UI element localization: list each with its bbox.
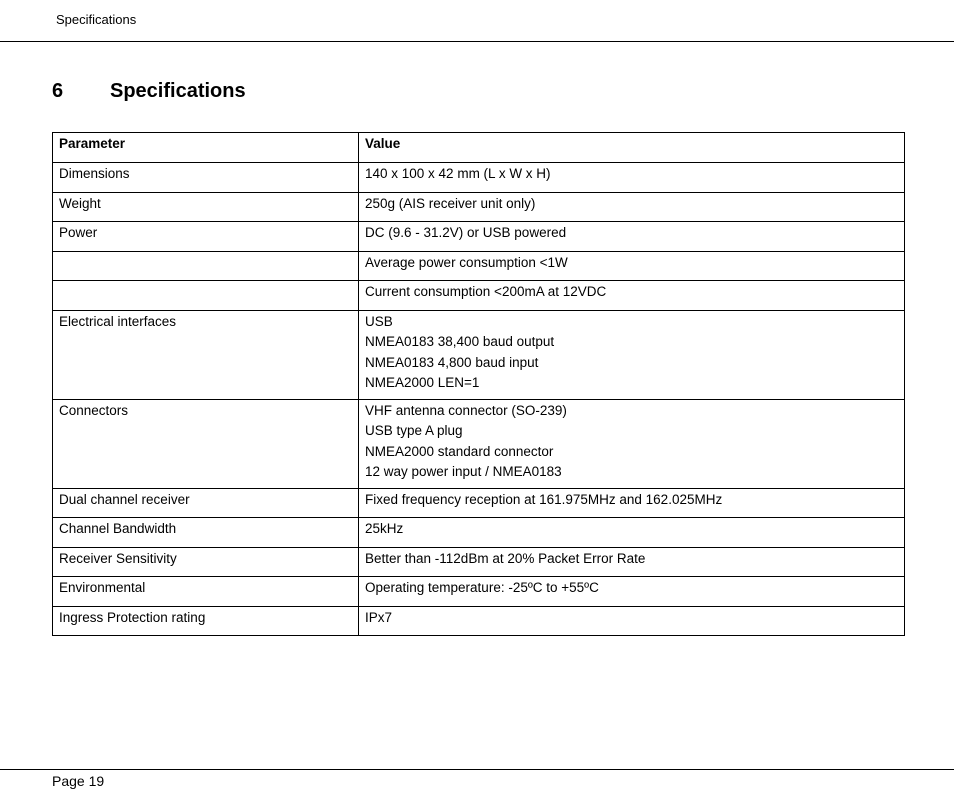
value-line: Fixed frequency reception at 161.975MHz and 162.025MHz bbox=[365, 491, 723, 507]
parameter-cell: Environmental bbox=[53, 577, 359, 607]
value-line: Current consumption <200mA at 12VDC bbox=[365, 284, 607, 299]
value-cell bbox=[359, 310, 905, 399]
value-cell bbox=[359, 518, 905, 548]
table-row bbox=[53, 222, 905, 252]
parameter-cell: Dimensions bbox=[53, 163, 359, 193]
parameter-cell bbox=[53, 251, 359, 281]
parameter-cell: Connectors bbox=[53, 399, 359, 488]
table-row bbox=[53, 310, 905, 399]
section-number: 6 bbox=[52, 80, 64, 102]
table-row bbox=[53, 281, 905, 311]
value-line: DC (9.6 - 31.2V) or USB powered bbox=[365, 225, 567, 240]
parameter-cell: Weight bbox=[53, 192, 359, 222]
table-row bbox=[53, 488, 905, 518]
table-row bbox=[53, 577, 905, 607]
table-row bbox=[53, 547, 905, 577]
value-line: USB bbox=[365, 313, 393, 329]
table-header-row bbox=[53, 133, 905, 163]
value-cell bbox=[359, 488, 905, 518]
table-row bbox=[53, 518, 905, 548]
value-line: NMEA2000 LEN=1 bbox=[365, 375, 480, 390]
value-line: Better than -112dBm at 20% Packet Error Rate bbox=[365, 550, 646, 566]
table-row bbox=[53, 399, 905, 488]
parameter-cell: Power bbox=[53, 222, 359, 252]
footer-divider bbox=[0, 769, 954, 770]
value-cell bbox=[359, 399, 905, 488]
value-line: NMEA0183 38,400 baud output bbox=[365, 334, 555, 349]
value-line: NMEA0183 4,800 baud input bbox=[365, 354, 539, 370]
value-line: Operating temperature: -25ºC to +55ºC bbox=[365, 580, 599, 595]
value-line: Average power consumption <1W bbox=[365, 254, 568, 270]
parameter-cell: Ingress Protection rating bbox=[53, 606, 359, 636]
parameter-cell: Electrical interfaces bbox=[53, 310, 359, 399]
section-title: Specifications bbox=[110, 80, 246, 102]
value-line: 25kHz bbox=[365, 521, 404, 536]
section-heading bbox=[52, 80, 246, 103]
column-header-parameter: Parameter bbox=[53, 133, 359, 163]
value-cell bbox=[359, 222, 905, 252]
value-line: 140 x 100 x 42 mm (L x W x H) bbox=[365, 166, 551, 181]
table-body bbox=[53, 163, 905, 636]
value-cell bbox=[359, 251, 905, 281]
value-line: VHF antenna connector (SO-239) bbox=[365, 402, 567, 418]
parameter-cell bbox=[53, 281, 359, 311]
running-header: Specifications bbox=[56, 12, 137, 27]
value-cell bbox=[359, 547, 905, 577]
value-line: USB type A plug bbox=[365, 423, 463, 438]
table-row bbox=[53, 606, 905, 636]
column-header-value: Value bbox=[359, 133, 905, 163]
value-cell bbox=[359, 577, 905, 607]
table-row bbox=[53, 163, 905, 193]
parameter-cell: Dual channel receiver bbox=[53, 488, 359, 518]
value-line: 250g (AIS receiver unit only) bbox=[365, 195, 536, 211]
value-cell bbox=[359, 606, 905, 636]
specifications-table bbox=[52, 132, 905, 636]
value-line: NMEA2000 standard connector bbox=[365, 443, 554, 459]
table-row bbox=[53, 192, 905, 222]
table-row bbox=[53, 251, 905, 281]
parameter-cell: Channel Bandwidth bbox=[53, 518, 359, 548]
value-cell bbox=[359, 192, 905, 222]
value-line: IPx7 bbox=[365, 609, 393, 625]
value-line: 12 way power input / NMEA0183 bbox=[365, 464, 562, 479]
header-divider bbox=[0, 41, 954, 42]
page-number: Page 19 bbox=[52, 773, 105, 789]
value-cell bbox=[359, 281, 905, 311]
parameter-cell: Receiver Sensitivity bbox=[53, 547, 359, 577]
value-cell bbox=[359, 163, 905, 193]
